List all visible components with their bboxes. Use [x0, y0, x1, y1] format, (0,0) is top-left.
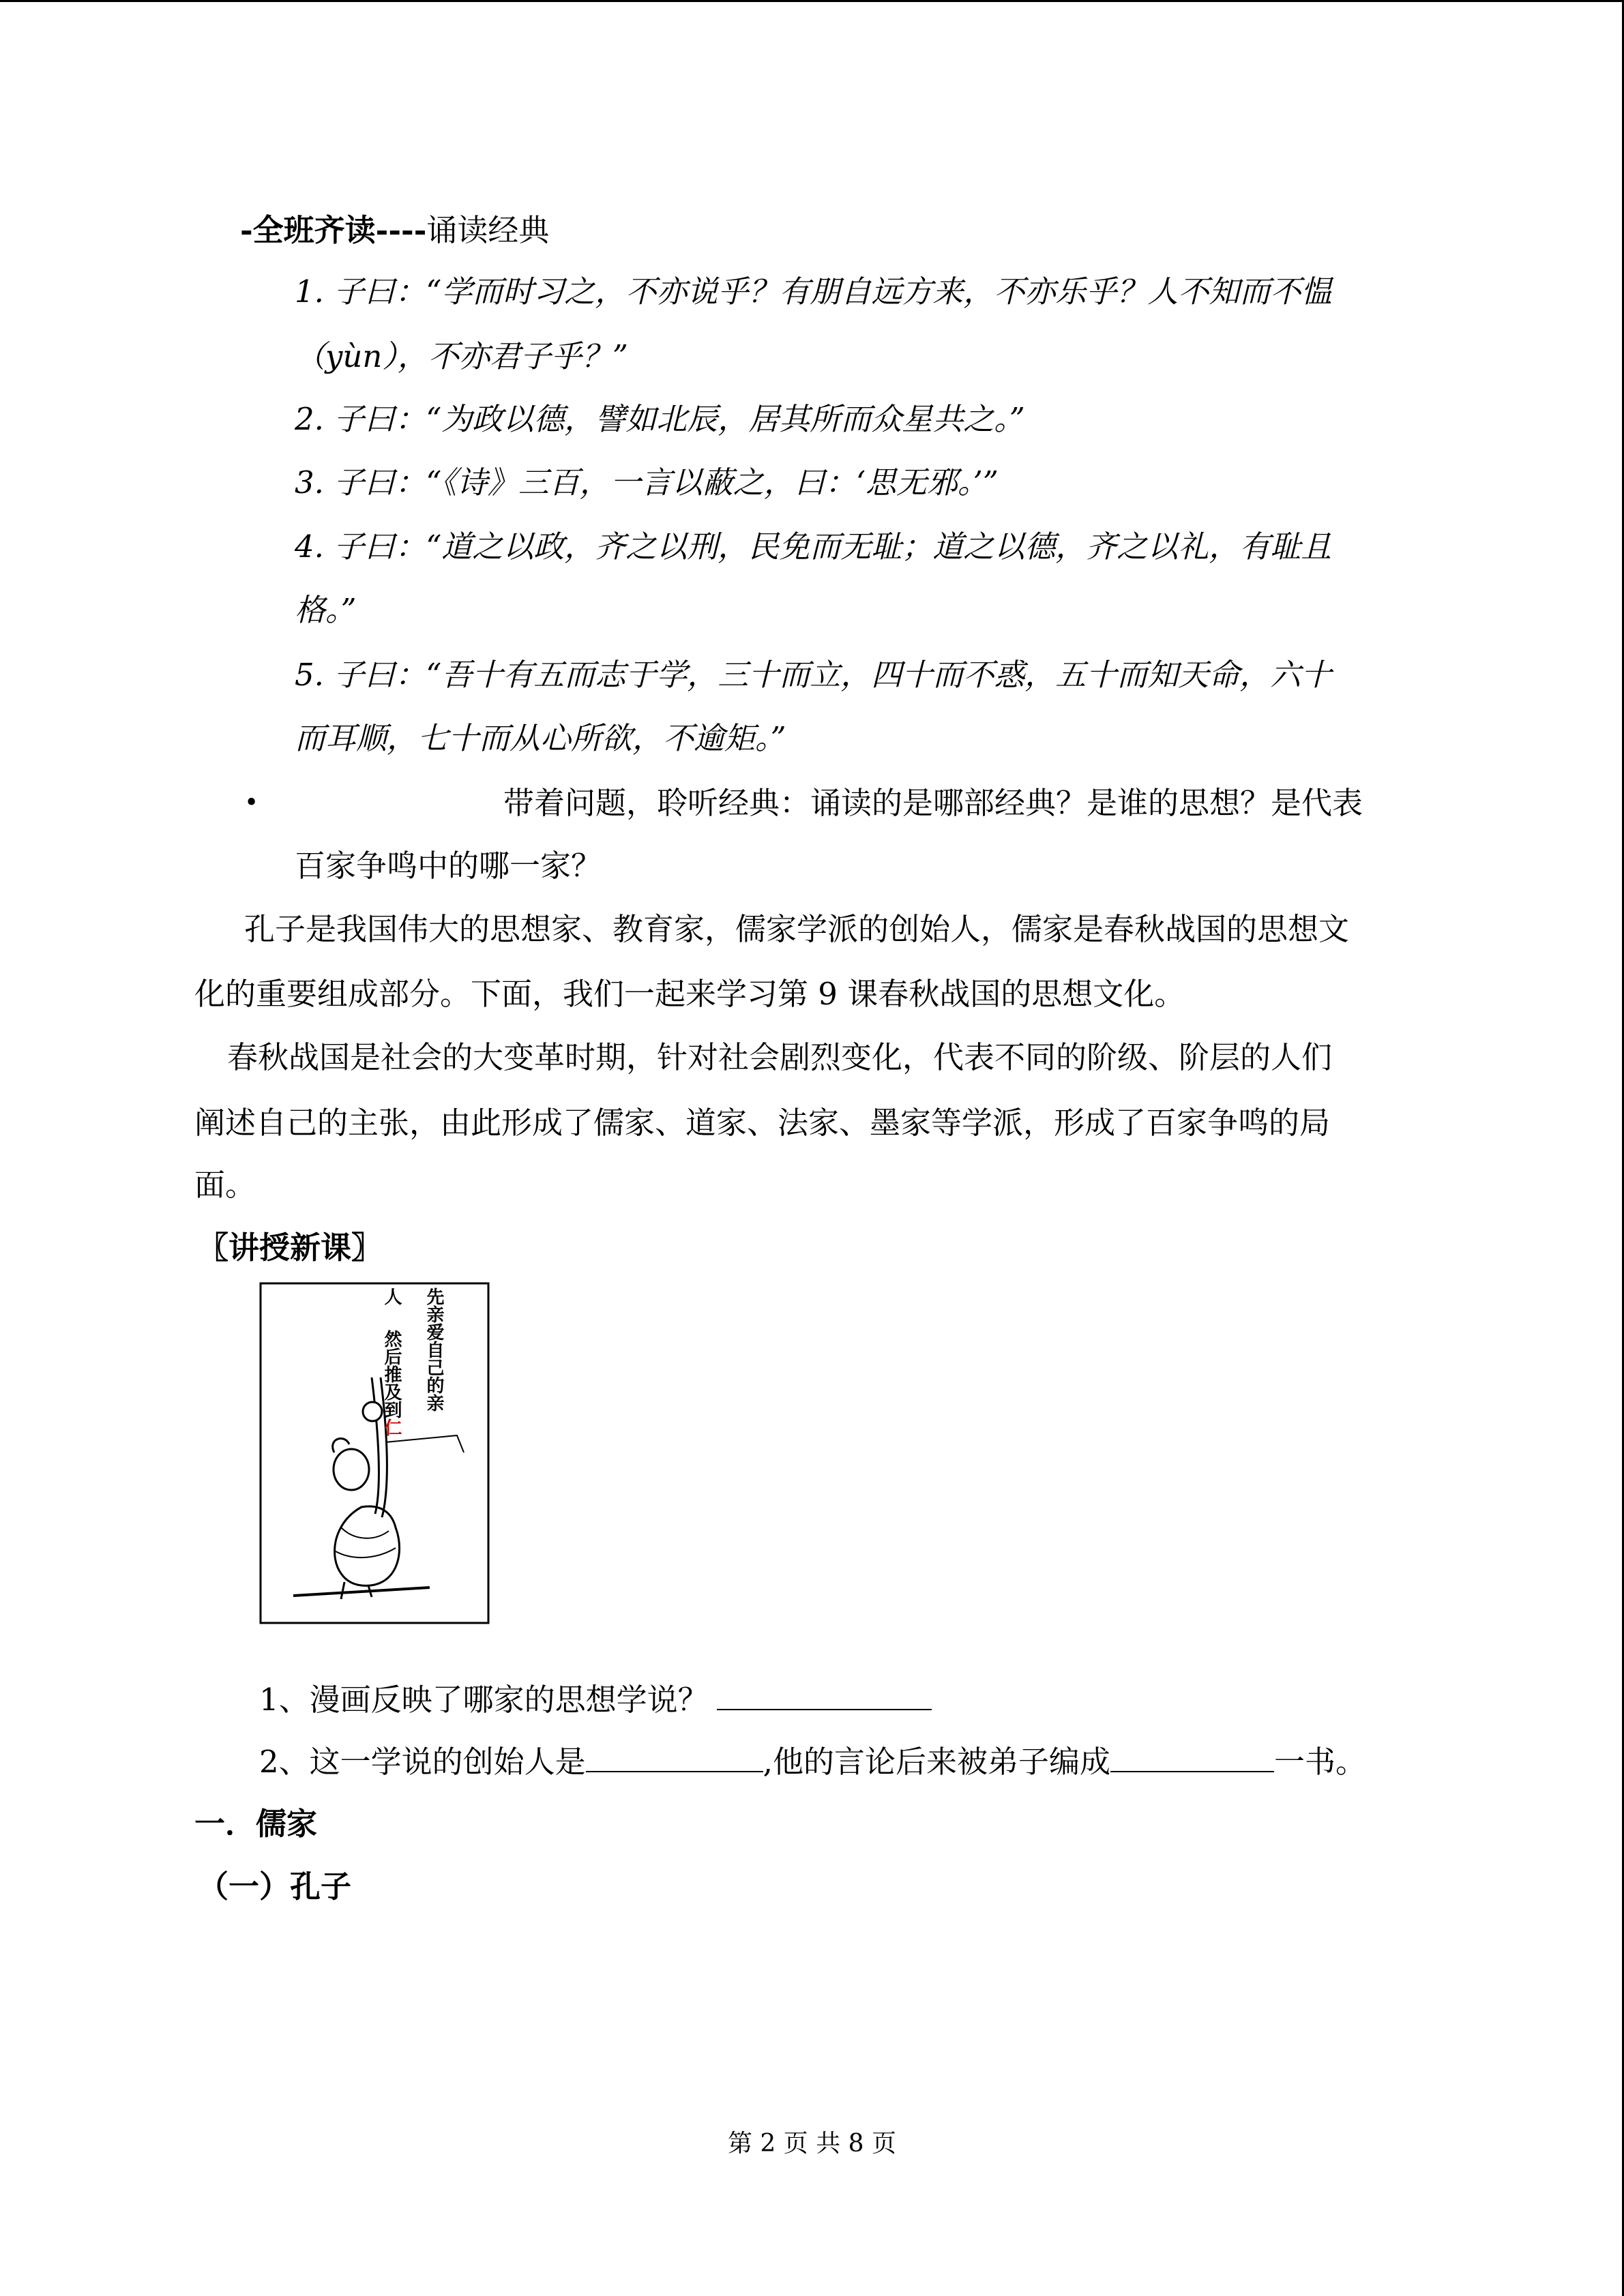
cartoon-drawing [259, 1282, 490, 1624]
reading-item-5-line-1: 5. 子曰：“吾十有五而志于学，三十而立，四十而不惑，五十而知天命，六十 [295, 657, 1332, 693]
reading-item-2: 2. 子曰：“为政以德，譬如北辰，居其所而众星共之。” [295, 401, 1025, 437]
question-2-founder-blank[interactable] [586, 1741, 763, 1772]
page-footer: 第 2 页 共 8 页 [727, 2130, 897, 2158]
bullet-question-line-1: 带着问题，聆听经典：诵读的是哪部经典？是谁的思想？是代表 [503, 785, 1363, 821]
bullet-question-line-2: 百家争鸣中的哪一家？ [295, 848, 602, 884]
section-new-lesson: 〖讲授新课〗 [198, 1229, 383, 1266]
reading-heading-rest: 诵读经典 [426, 212, 550, 248]
question-2-text-a: 2、这一学说的创始人是 [259, 1744, 586, 1780]
reading-item-3: 3. 子曰：“《诗》三百，一言以蔽之，曰：‘思无邪。’” [295, 464, 999, 501]
question-2-text-b: ,他的言论后来被弟子编成 [763, 1744, 1110, 1780]
intro-para-1-line-2: 化的重要组成部分。下面，我们一起来学习第 9 课春秋战国的思想文化。 [194, 976, 1185, 1012]
page-border-top [0, 0, 1624, 2]
reading-item-4-line-1: 4. 子曰：“道之以政，齐之以刑，民免而无耻；道之以德，齐之以礼，有耻且 [295, 528, 1332, 565]
question-1 [259, 1679, 932, 1720]
reading-item-1-line-2: （yùn），不亦君子乎？” [295, 338, 628, 374]
bullet-marker: • [244, 789, 259, 817]
confucius-cartoon [259, 1282, 490, 1624]
intro-para-1-line-1: 孔子是我国伟大的思想家、教育家，儒家学派的创始人，儒家是春秋战国的思想文 [244, 911, 1350, 947]
reading-heading-bold: -全班齐读---- [240, 212, 427, 248]
reading-item-5-line-2: 而耳顺，七十而从心所欲，不逾矩。” [295, 720, 786, 756]
reading-item-4-line-2: 格。” [295, 592, 357, 628]
question-2-book-blank[interactable] [1110, 1741, 1274, 1772]
cartoon-text-col-3-main: 然后推及到 [381, 1330, 402, 1418]
cartoon-text-ren: 仁 [381, 1418, 402, 1436]
cartoon-text-col-1: 先亲爱自己的亲 [424, 1287, 444, 1412]
cartoon-text-col-2: 人 [381, 1287, 402, 1305]
question-2-text-c: 一书。 [1273, 1744, 1366, 1780]
intro-para-2-line-2: 阐述自己的主张，由此形成了儒家、道家、法家、墨家等学派，形成了百家争鸣的局 [194, 1105, 1331, 1141]
question-2 [259, 1741, 1366, 1783]
question-1-answer-blank[interactable] [717, 1679, 932, 1710]
cartoon-text-col-3 [381, 1330, 401, 1436]
heading-confucianism: 一．儒家 [194, 1806, 318, 1842]
reading-item-1-line-1: 1. 子曰：“学而时习之，不亦说乎？有朋自远方来，不亦乐乎？人不知而不愠 [295, 273, 1332, 310]
reading-heading [240, 210, 549, 251]
question-1-text: 1、漫画反映了哪家的思想学说？ [259, 1682, 709, 1718]
intro-para-2-line-1: 春秋战国是社会的大变革时期，针对社会剧烈变化，代表不同的阶级、阶层的人们 [227, 1039, 1333, 1075]
intro-para-2-line-3: 面。 [194, 1167, 256, 1203]
heading-confucius: （一）孔子 [198, 1868, 352, 1905]
